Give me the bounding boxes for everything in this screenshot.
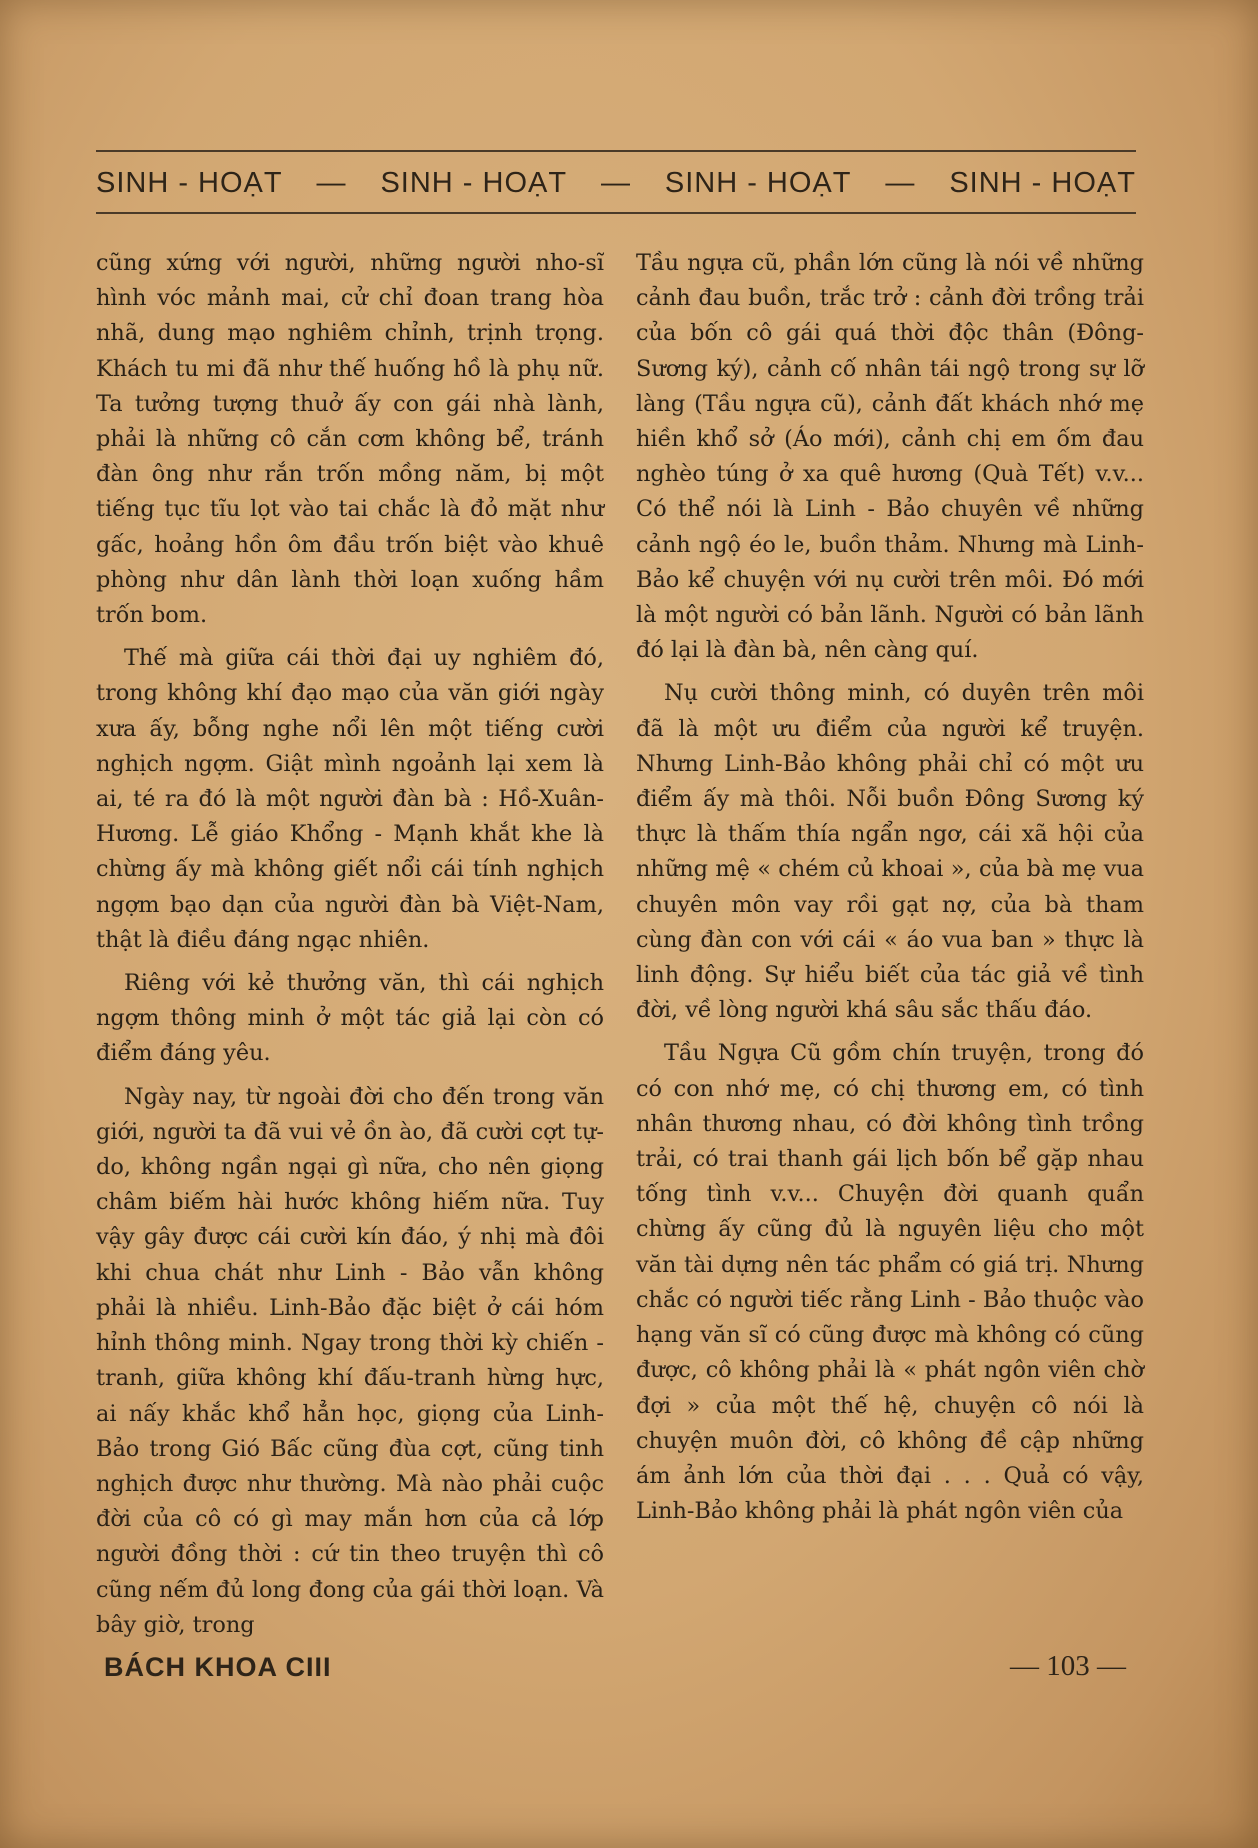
paragraph: Tầu ngựa cũ, phần lớn cũng là nói về những cảnh đau buồn, trắc trở : cảnh đời trồng trải của bốn cô gái quá thời độc thân (Đông-Sương ký), cảnh cố nhân tái ngộ trong sự lỡ làng (Tầu ngựa cũ), cảnh đất khách nhớ mẹ hiền khổ sở (Áo mới), cảnh chị em ốm đau nghèo túng ở xa quê hương (Quà Tết) v.v... Có thể nói là Linh - Bảo chuyên về những cảnh ngộ éo le, buồn thảm. Nhưng mà Linh-Bảo kể chuyện với nụ cười trên môi. Đó mới là một người có bản lãnh. Người có bản lãnh đó lại là đàn bà, nên càng quí. [636, 250, 1144, 664]
running-header [96, 160, 1136, 206]
header-item: SINH - HOẠT [664, 166, 852, 199]
header-item: SINH - HOẠT [949, 166, 1136, 199]
paragraph: Tầu Ngựa Cũ gồm chín truyện, trong đó có con nhớ mẹ, có chị thương em, có tình nhân thương nhau, có đời không tình trồng trải, có trai thanh gái lịch bốn bể gặp nhau tống tình v.v... Chuyện đời quanh quẩn chừng ấy cũng đủ là nguyên liệu cho một văn tài dựng nên tác phẩm có giá trị. Nhưng chắc có người tiếc rằng Linh - Bảo thuộc vào hạng văn sĩ có cũng được mà không có cũng được, cô không phải là « phát ngôn viên chờ đợi » của một thế hệ, chuyện cô nói là chuyện muôn đời, cô không đề cập những ám ảnh lớn của thời đại . . . Quả có vậy, Linh-Bảo không phải là phát ngôn viên của [636, 1040, 1144, 1525]
header-rule-top [96, 150, 1136, 152]
right-column [636, 246, 1144, 1537]
header-rule-bottom [96, 212, 1136, 214]
header-dash: — [600, 166, 631, 199]
journal-name: BÁCH KHOA CIII [104, 1652, 332, 1682]
header-dash: — [885, 166, 916, 199]
header-item: SINH - HOẠT [380, 166, 568, 199]
paragraph: Thế mà giữa cái thời đại uy nghiêm đó, trong không khí đạo mạo của văn giới ngày xưa ấy, bỗng nghe nổi lên một tiếng cười nghịch ngợm. Giật mình ngoảnh lại xem là ai, té ra đó là một người đàn bà : Hồ-Xuân-Hương. Lễ giáo Khổng - Mạnh khắt khe là chừng ấy mà không giết nổi cái tính nghịch ngợm bạo dạn của người đàn bà Việt-Nam, thật là điều đáng ngạc nhiên. [96, 645, 604, 953]
paragraph: Ngày nay, từ ngoài đời cho đến trong văn giới, người ta đã vui vẻ ồn ào, đã cười cợt tự-do, không ngần ngại gì nữa, cho nên giọng châm biếm hài hước không hiếm nữa. Tuy vậy gây được cái cười kín đáo, ý nhị mà đôi khi chua chát như Linh - Bảo vẫn không phải là nhiều. Linh-Bảo đặc biệt ở cái hóm hỉnh thông minh. Ngay trong thời kỳ chiến - tranh, giữa không khí đấu-tranh hừng hực, ai nấy khắc khổ hẳn học, giọng của Linh-Bảo trong Gió Bấc cũng đùa cợt, cũng tinh nghịch được như thường. Mà nào phải cuộc đời của cô có gì may mắn hơn của cả lớp người đồng thời : cứ tin theo truyện thì cô cũng nếm đủ long đong của gái thời loạn. Và bây giờ, trong [96, 1083, 604, 1638]
paragraph: cũng xứng với người, những người nho-sĩ hình vóc mảnh mai, cử chỉ đoan trang hòa nhã, dung mạo nghiêm chỉnh, trịnh trọng. Khách tu mi đã như thế huống hồ là phụ nữ. Ta tưởng tượng thuở ấy con gái nhà lành, phải là những cô cắn cơm không bể, tránh đàn ông như rắn trốn mồng năm, bị một tiếng tục tĩu lọt vào tai chắc là đỏ mặt như gấc, hoảng hồn ôm đầu trốn biệt vào khuê phòng như dân lành thời loạn xuống hầm trốn bom. [96, 250, 604, 629]
page-number: — 103 — [1010, 1650, 1126, 1682]
paragraph: Riêng với kẻ thưởng văn, thì cái nghịch ngợm thông minh ở một tác giả lại còn có điểm đáng yêu. [96, 970, 604, 1067]
left-column [96, 246, 604, 1651]
header-item: SINH - HOẠT [96, 166, 283, 199]
header-dash: — [316, 166, 347, 199]
paragraph: Nụ cười thông minh, có duyên trên môi đã là một ưu điểm của người kể truyện. Nhưng Linh-Bảo không phải chỉ có một ưu điểm ấy mà thôi. Nỗi buồn Đông Sương ký thực là thấm thía ngẩn ngơ, cái xã hội của những mệ « chém củ khoai », của bà mẹ vua chuyên môn vay rồi gạt nợ, của bà tham cùng đàn con với cái « áo vua ban » thực là linh động. Sự hiểu biết của tác giả về tình đời, về lòng người khá sâu sắc thấu đáo. [636, 680, 1144, 1024]
